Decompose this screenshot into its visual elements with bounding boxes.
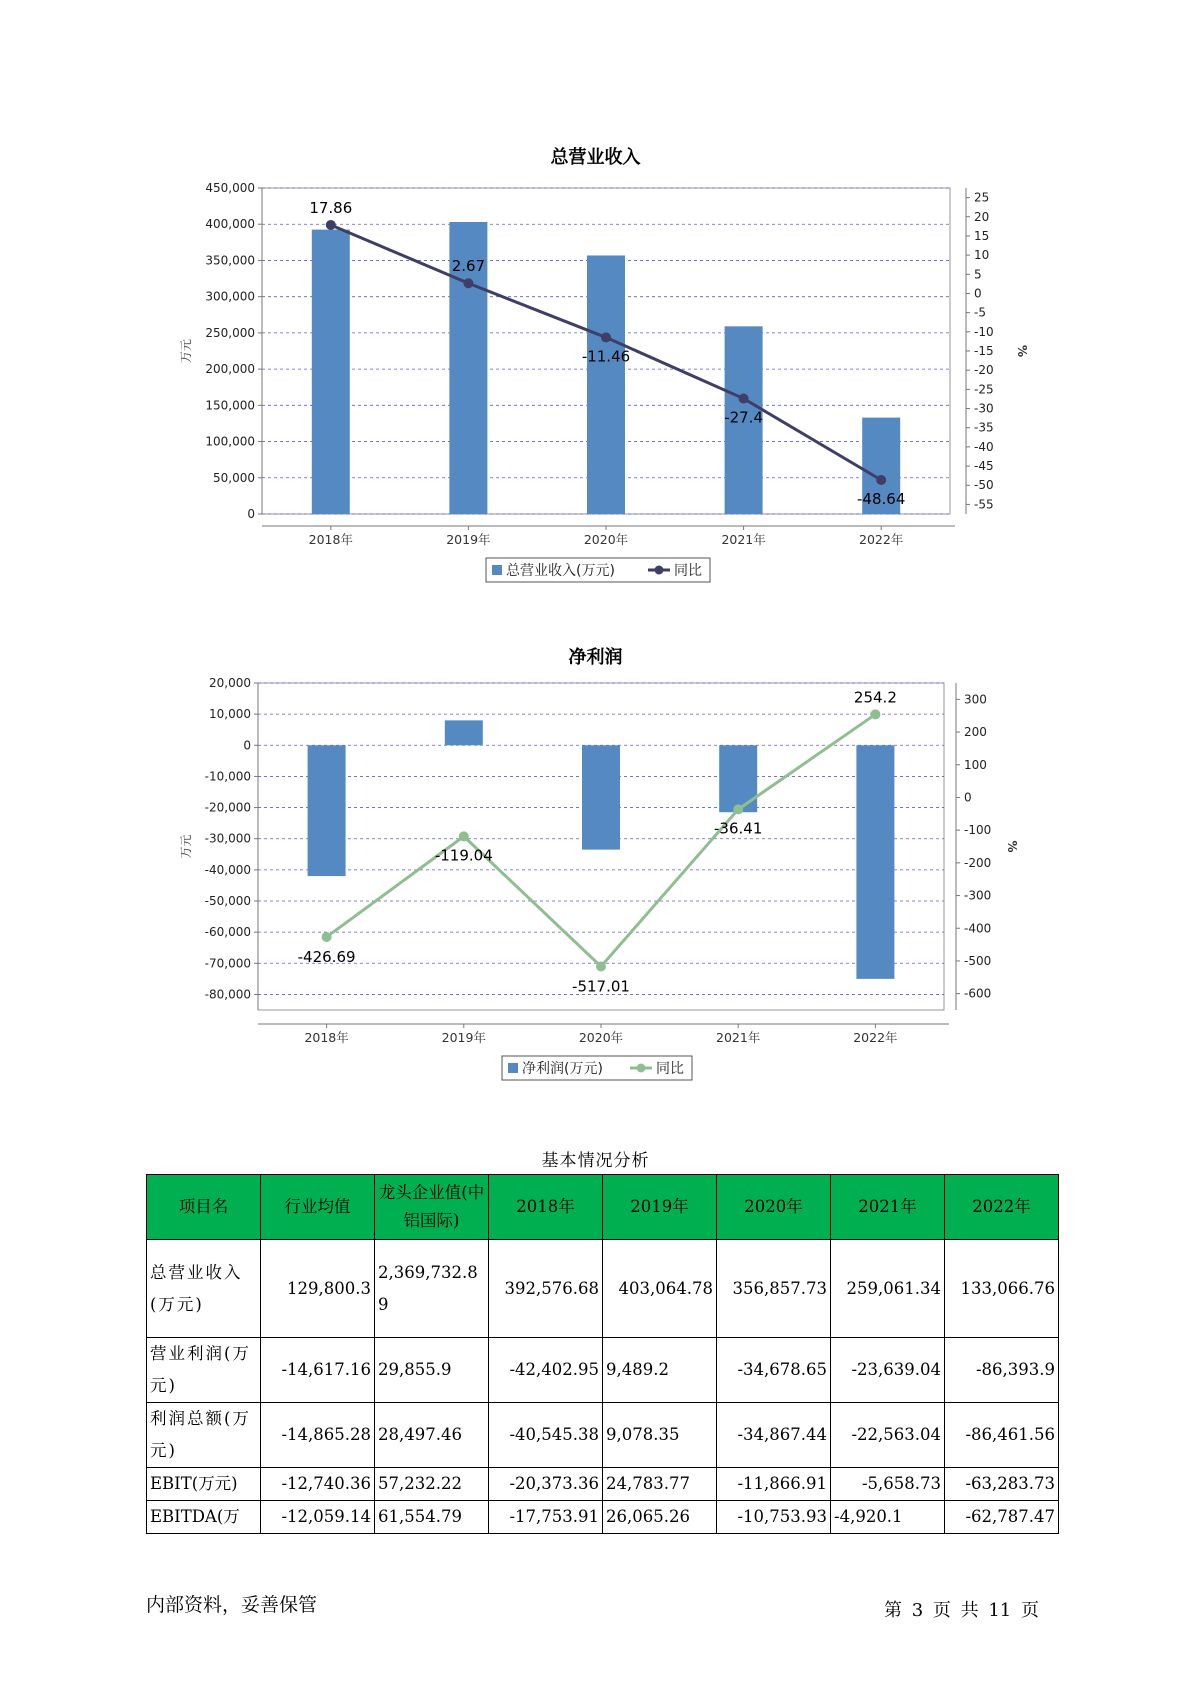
data-label: -426.69: [297, 947, 356, 966]
table-cell: -63,283.73: [945, 1468, 1059, 1501]
table-cell: 356,857.73: [717, 1240, 831, 1338]
legend-line-marker: [637, 1064, 646, 1073]
table-row: [147, 1240, 1059, 1338]
y-tick-label: 0: [243, 738, 251, 753]
table-cell: 403,064.78: [603, 1240, 717, 1338]
y-tick-label: -10,000: [204, 769, 251, 784]
data-label: 2.67: [451, 257, 486, 276]
y2-tick-label: 5: [974, 267, 982, 282]
header-cell: 项目名: [147, 1175, 261, 1240]
row-label: EBITDA(万: [147, 1501, 261, 1534]
table-cell: 129,800.3: [261, 1240, 375, 1338]
y-tick-label: 400,000: [205, 217, 255, 232]
y2-tick-label: -15: [974, 344, 994, 358]
trend-point: [733, 804, 743, 814]
table-cell: -23,639.04: [831, 1338, 945, 1403]
y2-tick-label: -5: [974, 305, 986, 320]
x-tick-label: 2020年: [578, 1030, 624, 1045]
trend-point: [876, 475, 886, 485]
trend-point: [322, 932, 332, 942]
y-tick-label: 0: [247, 507, 255, 521]
y2-tick-label: -10: [974, 324, 994, 339]
table-cell: 28,497.46: [375, 1403, 489, 1468]
y2-tick-label: 0: [974, 286, 982, 301]
y-tick-label: 250,000: [205, 325, 255, 340]
table-header-row: [147, 1175, 1059, 1240]
data-label: -517.01: [572, 977, 630, 996]
trend-point: [739, 394, 749, 404]
bar: [587, 255, 625, 514]
y-tick-label: 200,000: [205, 362, 255, 377]
y-tick-label: 50,000: [213, 470, 255, 485]
x-tick-label: 2019年: [446, 532, 491, 547]
x-tick-label: 2020年: [583, 532, 629, 547]
legend-bar-swatch: [508, 1063, 518, 1073]
y2-tick-label: -55: [974, 497, 994, 512]
revenue-chart-title: 总营业收入: [550, 147, 641, 168]
legend-bar-label: 净利润(万元): [522, 1061, 603, 1077]
table-cell: 61,554.79: [375, 1501, 489, 1534]
y-tick-label: -70,000: [204, 956, 251, 971]
table-cell: 29,855.9: [375, 1338, 489, 1403]
table-cell: -4,920.1: [831, 1501, 945, 1534]
row-label: 利润总额(万元): [147, 1403, 261, 1468]
bar: [582, 745, 620, 849]
header-cell: 2021年: [831, 1175, 945, 1240]
net-profit-chart-title: 净利润: [568, 647, 623, 668]
y2-tick-label: -200: [964, 855, 992, 870]
y2-tick-label: 15: [974, 228, 990, 243]
table-cell: -20,373.36: [489, 1468, 603, 1501]
legend-line-marker: [655, 566, 664, 575]
y-tick-label: 10,000: [209, 707, 251, 722]
table-cell: -12,059.14: [261, 1501, 375, 1534]
legend-bar-swatch: [492, 565, 502, 575]
y-tick-label: 20,000: [209, 676, 251, 690]
table-row: [147, 1468, 1059, 1501]
table-cell: -14,617.16: [261, 1338, 375, 1403]
x-tick-label: 2019年: [441, 1030, 486, 1045]
y-tick-label: 300,000: [205, 289, 255, 304]
x-tick-label: 2018年: [308, 532, 353, 547]
trend-point: [463, 278, 473, 288]
table-cell: 392,576.68: [489, 1240, 603, 1338]
header-cell: 2020年: [717, 1175, 831, 1240]
y2-tick-label: -30: [974, 401, 994, 416]
trend-point: [326, 220, 336, 230]
x-tick-label: 2021年: [716, 1030, 761, 1045]
trend-point: [870, 709, 880, 719]
data-label: -48.64: [857, 490, 906, 509]
header-cell: 行业均值: [261, 1175, 375, 1240]
row-label: EBIT(万元): [147, 1468, 261, 1501]
header-cell: 龙头企业值(中铝国际): [375, 1175, 489, 1240]
bar: [719, 745, 757, 812]
table-cell: -5,658.73: [831, 1468, 945, 1501]
y2-tick-label: 25: [974, 190, 990, 205]
legend-line-label: 同比: [656, 1061, 684, 1077]
y2-tick-label: -50: [974, 478, 994, 493]
header-cell: 2018年: [489, 1175, 603, 1240]
table-cell: -11,866.91: [717, 1468, 831, 1501]
table-cell: 57,232.22: [375, 1468, 489, 1501]
table-cell: 9,489.2: [603, 1338, 717, 1403]
table-cell: -22,563.04: [831, 1403, 945, 1468]
table-cell: -86,393.9: [945, 1338, 1059, 1403]
y2-tick-label: -40: [974, 439, 994, 454]
row-label: 总营业收入(万元): [147, 1240, 261, 1338]
x-tick-label: 2018年: [304, 1030, 349, 1045]
table-row: [147, 1403, 1059, 1468]
table-cell: -86,461.56: [945, 1403, 1059, 1468]
table-cell: 133,066.76: [945, 1240, 1059, 1338]
bar: [308, 745, 346, 876]
y2-tick-label: -300: [964, 888, 992, 903]
row-label: 营业利润(万元): [147, 1338, 261, 1403]
net-profit-chart: [0, 670, 1191, 1110]
y-tick-label: -30,000: [204, 831, 251, 846]
y-tick-label: -20,000: [204, 800, 251, 815]
x-tick-label: 2021年: [721, 532, 766, 547]
y-tick-label: -60,000: [204, 925, 251, 940]
header-cell: 2019年: [603, 1175, 717, 1240]
trend-point: [459, 831, 469, 841]
basic-analysis-table: [146, 1174, 1059, 1534]
data-label: 17.86: [309, 198, 353, 217]
y2-tick-label: -20: [974, 363, 994, 378]
y2-tick-label: -45: [974, 459, 994, 474]
y-axis-label: 万元: [179, 834, 193, 859]
y2-axis-label: %: [1015, 344, 1029, 358]
data-label: 254.2: [853, 688, 897, 707]
table-cell: -14,865.28: [261, 1403, 375, 1468]
y-tick-label: -50,000: [204, 894, 251, 908]
trend-point: [601, 332, 611, 342]
bar: [856, 745, 894, 979]
table-cell: -12,740.36: [261, 1468, 375, 1501]
y2-tick-label: -25: [974, 382, 994, 397]
data-label: -119.04: [434, 846, 493, 865]
y2-tick-label: 10: [974, 248, 990, 263]
table-cell: -40,545.38: [489, 1403, 603, 1468]
table-cell: -34,867.44: [717, 1403, 831, 1468]
x-tick-label: 2022年: [853, 1030, 898, 1045]
table-cell: -34,678.65: [717, 1338, 831, 1403]
table-row: [147, 1501, 1059, 1534]
y2-tick-label: -600: [964, 986, 992, 1001]
data-label: -11.46: [581, 347, 631, 366]
table-cell: 259,061.34: [831, 1240, 945, 1338]
y-tick-label: 150,000: [205, 398, 255, 413]
page-number: 第 3 页 共 11 页: [884, 1600, 1039, 1621]
revenue-chart: [0, 170, 1191, 610]
y2-tick-label: -400: [964, 921, 992, 936]
table-cell: 26,065.26: [603, 1501, 717, 1534]
x-tick-label: 2022年: [859, 532, 904, 547]
table-cell: 24,783.77: [603, 1468, 717, 1501]
y2-tick-label: -35: [974, 420, 994, 435]
y2-tick-label: 200: [964, 725, 987, 740]
bar: [445, 720, 483, 745]
table-cell: -42,402.95: [489, 1338, 603, 1403]
y2-tick-label: 300: [964, 692, 987, 707]
trend-point: [596, 962, 606, 972]
footer-note: 内部资料，妥善保管: [146, 1594, 318, 1616]
legend-bar-label: 总营业收入(万元): [506, 563, 615, 579]
y2-tick-label: -100: [964, 823, 992, 838]
table-row: [147, 1338, 1059, 1403]
legend-line-label: 同比: [674, 563, 702, 579]
data-label: -36.41: [714, 819, 763, 838]
y-tick-label: -80,000: [204, 987, 251, 1002]
table-cell: -17,753.91: [489, 1501, 603, 1534]
table-cell: -10,753.93: [717, 1501, 831, 1534]
y2-tick-label: -500: [964, 953, 992, 968]
y2-tick-label: 100: [964, 757, 987, 772]
y2-axis-label: %: [1005, 840, 1019, 853]
table-cell: 2,369,732.89: [375, 1240, 489, 1338]
y-tick-label: 350,000: [205, 253, 255, 268]
y-tick-label: 450,000: [205, 181, 255, 195]
table-cell: 9,078.35: [603, 1403, 717, 1468]
y-axis-label: 万元: [179, 338, 193, 364]
y2-tick-label: 0: [964, 790, 972, 805]
data-label: -27.4: [724, 408, 764, 427]
y-tick-label: 100,000: [205, 434, 255, 449]
y2-tick-label: 20: [974, 209, 990, 224]
table-cell: -62,787.47: [945, 1501, 1059, 1534]
y-tick-label: -40,000: [204, 862, 251, 877]
header-cell: 2022年: [945, 1175, 1059, 1240]
bar: [312, 230, 350, 514]
table-caption: 基本情况分析: [541, 1151, 650, 1171]
